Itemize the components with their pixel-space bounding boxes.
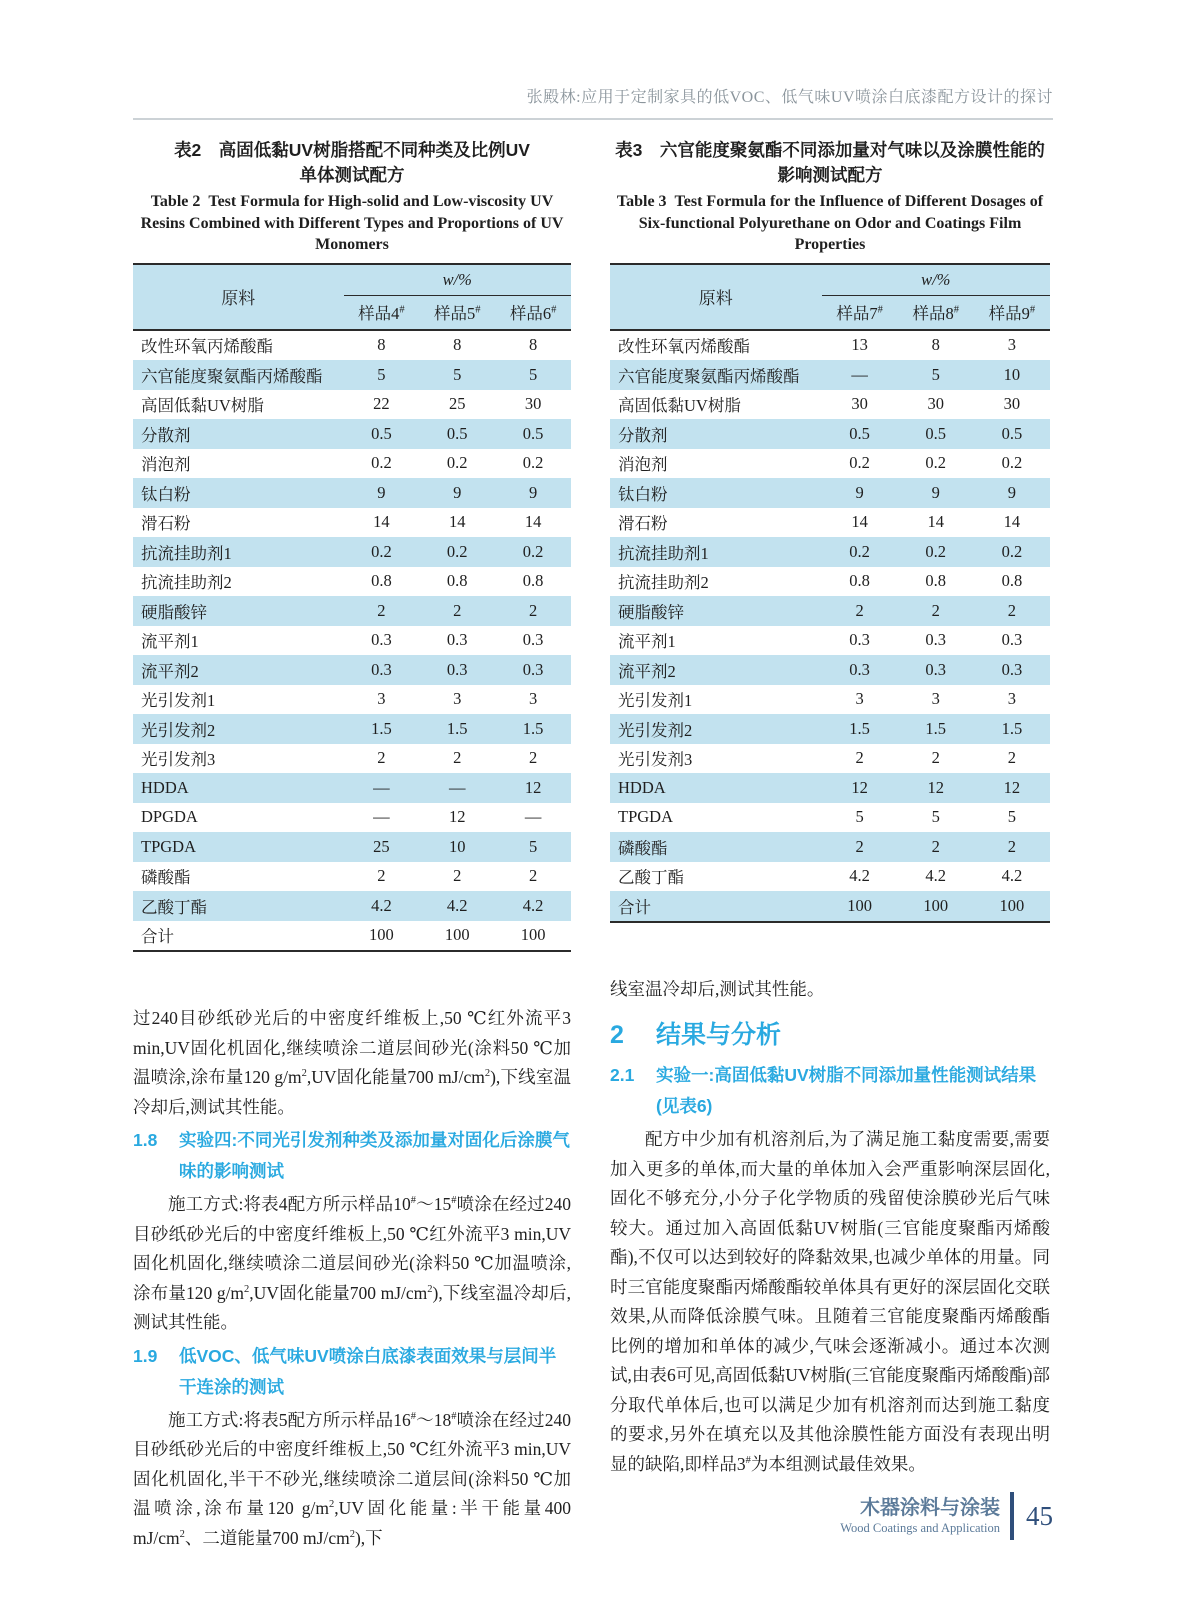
value-cell: 100: [999, 895, 1025, 915]
material-name: 滑石粉: [618, 514, 668, 534]
table-row: [133, 508, 571, 538]
table-row: [133, 773, 571, 803]
value-cell: 3: [855, 689, 864, 709]
header-rule: [133, 118, 1053, 120]
right-body-text: [610, 975, 1050, 1480]
value-cell: 0.3: [925, 659, 947, 679]
column-header-sample-4: 样品4#: [358, 304, 405, 323]
value-cell: 12: [851, 777, 868, 797]
table-row: [133, 390, 571, 420]
table3-title-zh-line1: 表3 六官能度聚氨酯不同添加量对气味以及涂膜性能的: [615, 140, 1045, 160]
material-name: 光引发剂1: [618, 691, 693, 711]
value-cell: 2: [1007, 600, 1017, 620]
value-cell: 10: [1003, 364, 1021, 384]
value-cell: 14: [373, 512, 390, 532]
table-row: [610, 655, 1050, 685]
material-name: 抗流挂助剂2: [618, 573, 709, 593]
material-name: 改性环氧丙烯酸酯: [141, 337, 273, 357]
value-cell: 13: [851, 335, 868, 355]
material-name: 乙酸丁酯: [141, 897, 207, 917]
material-name: HDDA: [618, 777, 666, 797]
value-cell: 22: [373, 394, 390, 414]
value-cell: 2: [855, 600, 864, 620]
value-cell: 2: [377, 748, 386, 768]
value-cell: 3: [528, 689, 538, 709]
superscript: #: [410, 1195, 417, 1207]
material-name: 流平剂2: [141, 661, 199, 681]
value-cell: 0.2: [446, 453, 468, 473]
table-row: [610, 508, 1050, 538]
material-name: 六官能度聚氨酯丙烯酸酯: [141, 366, 323, 386]
value-cell: 9: [528, 482, 538, 502]
hash-superscript: #: [399, 304, 405, 316]
value-cell: 0.2: [522, 541, 544, 561]
left-body-text: [133, 1004, 571, 1553]
superscript: 2: [179, 1528, 185, 1540]
superscript: #: [451, 1410, 457, 1422]
value-cell: 9: [1007, 482, 1017, 502]
section-title: 实验一:高固低黏UV树脂不同添加量性能测试结果(见表6): [656, 1065, 1037, 1116]
value-cell: 0.3: [446, 659, 468, 679]
value-cell: 12: [448, 807, 466, 827]
table2-title-zh-line1: 表2 高固低黏UV树脂搭配不同种类及比例UV: [174, 140, 530, 160]
paragraph: 施工方式:将表4配方所示样品10#～15#喷涂在经过240目砂纸砂光后的中密度纤维板上,50 ℃红外流平3 min,UV固化机固化,继续喷涂二道层间砂光(涂料50 ℃加温喷涂,涂布量120 $g/m^2,UV$固化能量700 $mJ/cm^2$),下线室温冷却后,测试其性能。: [133, 1194, 572, 1332]
material-name: 光引发剂3: [141, 750, 216, 770]
table-row: [610, 862, 1050, 892]
value-cell: 4.2: [522, 895, 544, 915]
superscript: 2: [349, 1528, 355, 1540]
value-cell: 0.2: [371, 453, 392, 473]
material-name: 合计: [618, 897, 651, 917]
material-name: 流平剂1: [618, 632, 676, 652]
value-cell: 3: [931, 689, 940, 709]
table-row: [133, 596, 571, 626]
column-header-sample-8: 样品8#: [912, 304, 959, 323]
value-cell: 4.2: [446, 895, 468, 915]
value-cell: 0.2: [849, 541, 870, 561]
table2-formula-table: [133, 263, 571, 953]
value-cell: —: [851, 364, 868, 384]
value-cell: 30: [927, 394, 944, 414]
material-name: 六官能度聚氨酯丙烯酸酯: [618, 366, 800, 386]
value-cell: 4.2: [925, 866, 947, 886]
section-title: 结果与分析: [656, 1021, 782, 1049]
left-column: [133, 138, 571, 1553]
value-cell: 0.2: [446, 541, 468, 561]
value-cell: 100: [520, 925, 546, 945]
material-name: 硬脂酸锌: [618, 602, 684, 622]
section-number: 1.9: [133, 1345, 158, 1366]
section-title: 实验四:不同光引发剂种类及添加量对固化后涂膜气味的影响测试: [179, 1130, 570, 1181]
section-number: 2: [610, 1021, 624, 1049]
value-cell: 2: [855, 748, 864, 768]
value-cell: 5: [931, 807, 940, 827]
section-heading-1-9: [133, 1341, 571, 1403]
column-header-sample-5: 样品5#: [433, 304, 481, 323]
value-cell: 12: [1003, 777, 1021, 797]
table-row: [133, 478, 571, 508]
value-cell: 0.2: [1001, 453, 1023, 473]
value-cell: 14: [927, 512, 944, 532]
value-cell: 12: [524, 777, 542, 797]
table3-formula-table: [610, 263, 1050, 923]
value-cell: 4.2: [1001, 866, 1023, 886]
table-row: [610, 330, 1050, 361]
table-row: [133, 360, 571, 390]
hash-superscript: #: [1029, 304, 1036, 316]
value-cell: 0.8: [849, 571, 870, 591]
material-name: 改性环氧丙烯酸酯: [618, 337, 750, 357]
value-cell: 5: [528, 836, 538, 856]
material-name: TPGDA: [141, 836, 197, 856]
column-header-w-percent: w/%: [344, 264, 571, 296]
page-number: 45: [1026, 1500, 1053, 1531]
table-row: [610, 449, 1050, 479]
table-row: [610, 803, 1050, 833]
material-name: DPGDA: [141, 807, 198, 827]
material-name: 分散剂: [618, 425, 668, 445]
value-cell: 30: [851, 394, 868, 414]
table3-section: [610, 138, 1050, 923]
value-cell: 5: [855, 807, 864, 827]
value-cell: 2: [528, 748, 538, 768]
value-cell: 100: [444, 925, 470, 945]
value-cell: 0.2: [1001, 541, 1023, 561]
material-name: 消泡剂: [618, 455, 668, 475]
table-row: [133, 626, 571, 656]
running-head: 张殿林:应用于定制家具的低VOC、低气味UV喷涂白底漆配方设计的探讨: [526, 89, 1053, 106]
value-cell: 100: [369, 925, 394, 945]
material-name: 光引发剂1: [141, 691, 216, 711]
material-name: 滑石粉: [141, 514, 191, 534]
table2-title-en: Table 2 Test Formula for High-solid and Low-viscosity UV Resins Combined with Different Types and Proportions of UV Monomers: [140, 193, 564, 253]
value-cell: 8: [377, 335, 386, 355]
right-column: [610, 138, 1050, 1479]
value-cell: 0.3: [371, 659, 392, 679]
value-cell: 14: [1003, 512, 1021, 532]
hash-superscript: #: [953, 304, 959, 316]
table-row: [610, 744, 1050, 774]
value-cell: —: [373, 807, 390, 827]
journal-name-en: Wood Coatings and Application: [840, 1521, 1000, 1535]
value-cell: 14: [851, 512, 868, 532]
value-cell: 2: [453, 600, 462, 620]
value-cell: 100: [847, 895, 872, 915]
superscript: 2: [484, 1068, 491, 1080]
column-header-w-percent: w/%: [822, 264, 1051, 296]
value-cell: 0.3: [1001, 630, 1023, 650]
value-cell: 2: [1007, 836, 1017, 856]
value-cell: 10: [448, 836, 466, 856]
table-row: [610, 596, 1050, 626]
table3-title-en: Table 3 Test Formula for the Influence of Different Dosages of Six-functional Polyurethane on Odor and Coatings Film Properties: [616, 193, 1044, 253]
table-row: [133, 832, 571, 862]
value-cell: 0.2: [522, 453, 544, 473]
value-cell: 0.2: [849, 453, 870, 473]
journal-name-zh: 木器涂料与涂装: [860, 1497, 1000, 1519]
table-row: [133, 537, 571, 567]
value-cell: 2: [377, 866, 386, 886]
value-cell: 9: [453, 482, 462, 502]
value-cell: 14: [524, 512, 542, 532]
value-cell: 0.5: [1001, 423, 1023, 443]
table-row: [133, 655, 571, 685]
value-cell: 0.2: [925, 453, 947, 473]
paragraph: 线室温冷却后,测试其性能。: [610, 978, 825, 999]
material-name: 光引发剂2: [141, 720, 216, 740]
value-cell: 1.5: [1001, 718, 1023, 738]
value-cell: 0.3: [446, 630, 468, 650]
value-cell: 8: [931, 335, 940, 355]
value-cell: 2: [528, 600, 538, 620]
superscript: #: [410, 1410, 417, 1422]
material-name: 消泡剂: [141, 455, 191, 475]
value-cell: 0.8: [371, 571, 392, 591]
value-cell: 2: [1007, 748, 1017, 768]
value-cell: 0.3: [849, 630, 870, 650]
table-row: [133, 685, 571, 715]
value-cell: 5: [1007, 807, 1017, 827]
value-cell: 2: [931, 748, 940, 768]
superscript: #: [451, 1195, 457, 1207]
value-cell: 2: [528, 866, 538, 886]
superscript: 2: [244, 1283, 250, 1295]
paragraph: 配方中少加有机溶剂后,为了满足施工黏度需要,需要加入更多的单体,而大量的单体加入会严重影响深层固化,固化不够充分,小分子化学物质的残留使涂膜砂光后气味较大。通过加入高固低黏UV树脂(三官能度聚酯丙烯酸酯),不仅可以达到较好的降黏效果,也减少单体的用量。同时三官能度聚酯丙烯酸酯较单体具有更好的深层固化交联效果,从而降低涂膜气味。且随着三官能度聚酯丙烯酸酯比例的增加和单体的减少,气味会逐渐减小。通过本次测试,由表6可见,高固低黏UV树脂(三官能度聚酯丙烯酸酯)部分取代单体后,也可以满足少加有机溶剂而达到施工黏度的要求,另外在填充以及其他涂膜性能方面没有表现出明显的缺陷,即样品3#为本组测试最佳效果。: [610, 1129, 1050, 1474]
table-row: [610, 832, 1050, 862]
value-cell: 5: [931, 364, 940, 384]
superscript: 2: [301, 1068, 307, 1080]
value-cell: 3: [377, 689, 386, 709]
value-cell: 3: [1007, 335, 1017, 355]
value-cell: 0.3: [371, 630, 392, 650]
paragraph: 过240目砂纸砂光后的中密度纤维板上,50 ℃红外流平3 min,UV固化机固化,继续喷涂二道层间砂光(涂料50 ℃加温喷涂,涂布量120 $g/m^2,UV$固化能量700 $mJ/cm^2$),下线室温冷却后,测试其性能。: [133, 1008, 571, 1117]
value-cell: 9: [931, 482, 940, 502]
journal-name: [840, 1496, 1010, 1536]
value-cell: —: [373, 777, 390, 797]
table-row: [610, 567, 1050, 597]
section-heading-2-1: [610, 1060, 1050, 1122]
table-row: [133, 330, 571, 361]
value-cell: 4.2: [371, 895, 392, 915]
material-name: HDDA: [141, 777, 189, 797]
value-cell: 0.2: [925, 541, 947, 561]
material-name: 流平剂1: [141, 632, 199, 652]
table-row: [133, 567, 571, 597]
value-cell: 0.5: [371, 423, 392, 443]
value-cell: 25: [373, 836, 390, 856]
table-row: [610, 360, 1050, 390]
value-cell: 0.8: [1001, 571, 1023, 591]
value-cell: 5: [528, 364, 538, 384]
material-name: 钛白粉: [141, 484, 191, 504]
column-header-sample-6: 样品6#: [509, 304, 557, 323]
table-row: [133, 891, 571, 921]
superscript: 2: [329, 1499, 335, 1511]
value-cell: 1.5: [925, 718, 947, 738]
value-cell: —: [524, 807, 542, 827]
value-cell: 9: [377, 482, 386, 502]
material-name: 高固低黏UV树脂: [141, 396, 264, 416]
value-cell: 2: [855, 836, 864, 856]
value-cell: 5: [453, 364, 462, 384]
material-name: 光引发剂3: [618, 750, 693, 770]
section-heading-2: [610, 1016, 1050, 1054]
table-row: [133, 419, 571, 449]
value-cell: 100: [923, 895, 949, 915]
value-cell: 2: [931, 836, 940, 856]
material-name: 硬脂酸锌: [141, 602, 207, 622]
table-row: [133, 744, 571, 774]
value-cell: 1.5: [446, 718, 468, 738]
paragraph: 施工方式:将表5配方所示样品16#～18#喷涂在经过240目砂纸砂光后的中密度纤维板上,50 ℃红外流平3 min,UV固化机固化,半干不砂光,继续喷涂二道层间(涂料50 ℃加温喷涂,涂布量120 $g/m^2,UV$固化能量:半干能量400 $mJ/cm^2$、二道能量700 $mJ/cm^2$),下: [133, 1409, 572, 1548]
value-cell: 0.8: [446, 571, 468, 591]
hash-superscript: #: [475, 304, 481, 316]
value-cell: —: [448, 777, 466, 797]
value-cell: 2: [453, 748, 462, 768]
table2-title-zh-line2: 单体测试配方: [299, 165, 405, 185]
value-cell: 4.2: [849, 866, 870, 886]
material-name: 光引发剂2: [618, 720, 693, 740]
table-row: [610, 419, 1050, 449]
material-name: 流平剂2: [618, 661, 676, 681]
value-cell: 25: [448, 394, 466, 414]
value-cell: 3: [1007, 689, 1017, 709]
value-cell: 30: [524, 394, 542, 414]
value-cell: 2: [931, 600, 940, 620]
column-header-sample-7: 样品7#: [836, 304, 883, 323]
material-name: 抗流挂助剂1: [141, 543, 232, 563]
value-cell: 0.8: [925, 571, 947, 591]
value-cell: 2: [377, 600, 386, 620]
table-row: [133, 862, 571, 892]
value-cell: 0.2: [371, 541, 392, 561]
value-cell: 2: [453, 866, 462, 886]
material-name: 抗流挂助剂1: [618, 543, 709, 563]
hash-superscript: #: [551, 304, 557, 316]
value-cell: 12: [927, 777, 944, 797]
material-name: 乙酸丁酯: [618, 868, 684, 888]
table-row: [610, 773, 1050, 803]
table-row: [610, 537, 1050, 567]
value-cell: 1.5: [371, 718, 392, 738]
column-header-sample-9: 样品9#: [988, 304, 1036, 323]
value-cell: 0.5: [522, 423, 544, 443]
value-cell: 0.3: [522, 630, 544, 650]
section-number: 2.1: [610, 1065, 635, 1085]
value-cell: 8: [453, 335, 462, 355]
material-name: 磷酸酯: [141, 868, 191, 888]
value-cell: 9: [855, 482, 864, 502]
table-row: [610, 478, 1050, 508]
table-row: [610, 714, 1050, 744]
value-cell: 0.3: [1001, 659, 1023, 679]
table-row: [610, 626, 1050, 656]
value-cell: 30: [1003, 394, 1021, 414]
page-footer: [840, 1492, 1053, 1540]
section-heading-1-8: [133, 1125, 571, 1187]
table-row: [133, 803, 571, 833]
value-cell: 1.5: [849, 718, 870, 738]
table-row: [610, 390, 1050, 420]
value-cell: 1.5: [522, 718, 544, 738]
table-row: [133, 714, 571, 744]
material-name: 高固低黏UV树脂: [618, 396, 741, 416]
material-name: TPGDA: [618, 807, 674, 827]
superscript: #: [745, 1454, 751, 1466]
value-cell: 5: [377, 364, 386, 384]
value-cell: 8: [528, 335, 538, 355]
column-header-material: 原料: [698, 289, 733, 308]
value-cell: 0.3: [849, 659, 870, 679]
table-row: [610, 891, 1050, 922]
table3-title-zh-line2: 影响测试配方: [777, 165, 883, 185]
hash-superscript: #: [877, 304, 883, 316]
value-cell: 0.5: [446, 423, 468, 443]
table-row: [133, 449, 571, 479]
value-cell: 0.5: [849, 423, 870, 443]
superscript: 2: [427, 1283, 433, 1295]
table-row: [133, 921, 571, 952]
value-cell: 14: [448, 512, 466, 532]
section-number: 1.8: [133, 1130, 158, 1150]
value-cell: 0.8: [522, 571, 544, 591]
value-cell: 0.5: [925, 423, 947, 443]
material-name: 合计: [141, 927, 174, 947]
column-header-material: 原料: [221, 289, 256, 308]
value-cell: 0.3: [522, 659, 544, 679]
material-name: 抗流挂助剂2: [141, 573, 232, 593]
table-row: [610, 685, 1050, 715]
section-title: 低VOC、低气味UV喷涂白底漆表面效果与层间半干连涂的测试: [179, 1345, 557, 1397]
table2-section: [133, 138, 571, 952]
material-name: 分散剂: [141, 425, 191, 445]
material-name: 磷酸酯: [618, 838, 668, 858]
material-name: 钛白粉: [618, 484, 668, 504]
value-cell: 3: [453, 689, 462, 709]
value-cell: 0.3: [925, 630, 947, 650]
